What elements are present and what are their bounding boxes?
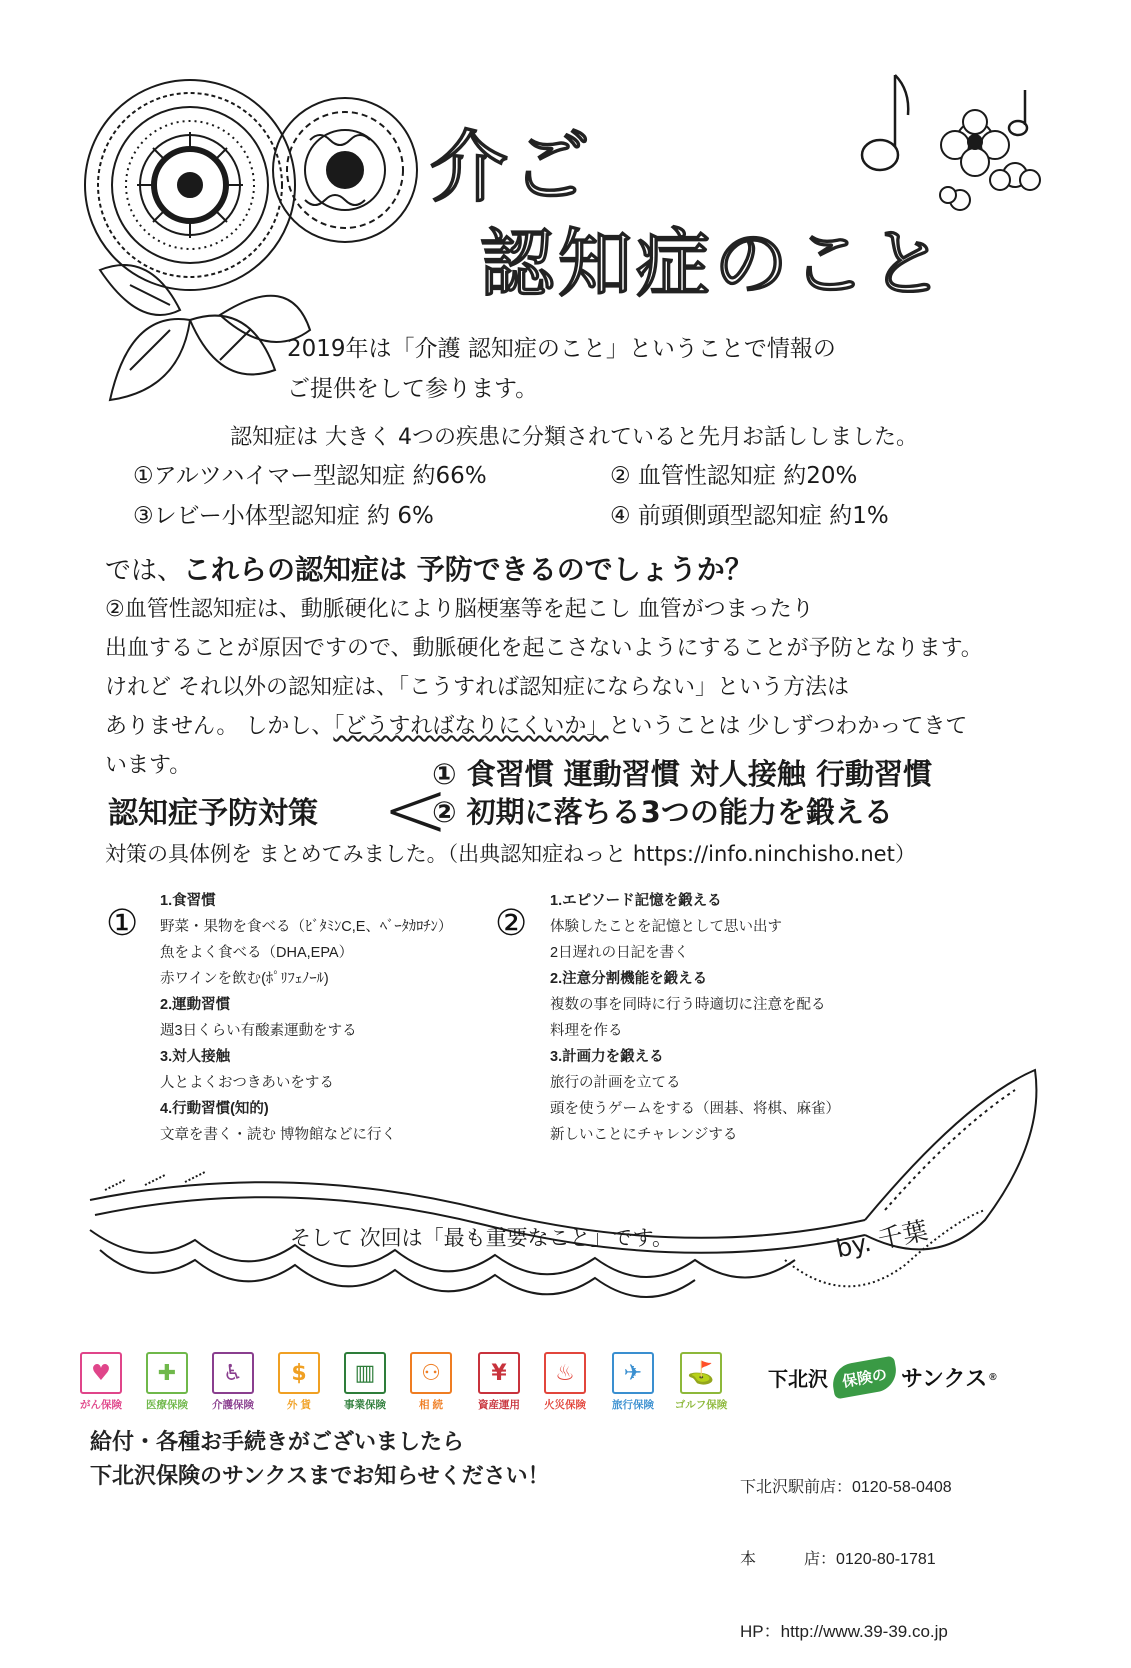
- service-label-golf: ゴルフ保険: [674, 1399, 728, 1411]
- building-icon: [344, 1352, 386, 1394]
- service-label-care: 介護保険: [212, 1399, 254, 1411]
- type-frontotemporal: ④ 前頭側頭型認知症 約1%: [610, 503, 889, 529]
- right-section-3-item-3: 新しいことにチャレンジする: [550, 1127, 738, 1143]
- left-section-1-item-1: 野菜・果物を食べる（ﾋﾞﾀﾐﾝC,E、ﾍﾞｰﾀｶﾛﾁﾝ）: [160, 919, 453, 935]
- logo-registered-mark: ®: [989, 1371, 997, 1383]
- airplane-icon: [612, 1352, 654, 1394]
- wheelchair-icon-glyph: ♿: [223, 1360, 243, 1386]
- left-section-4-item-1: 文章を書く・読む 博物館などに行く: [160, 1127, 397, 1143]
- dollar-icon-glyph: $: [291, 1360, 307, 1386]
- left-section-2-heading: 2.運動習慣: [160, 997, 231, 1013]
- yen-icon: [478, 1352, 520, 1394]
- body-line-1: ②血管性認知症は、動脈硬化により脳梗塞等を起こし 血管がつまったり: [105, 597, 814, 622]
- body-line-4-underlined: 「どうすればなりにくいか」: [333, 714, 609, 739]
- right-section-3-item-2: 頭を使うゲームをする（囲碁、将棋、麻雀）: [550, 1101, 840, 1117]
- right-section-2-heading: 2.注意分割機能を鍛える: [550, 971, 708, 987]
- body-line-4: [105, 707, 1055, 746]
- body-line-4b: ということは 少しずつわかってきて: [608, 714, 968, 739]
- body-line-3: けれど それ以外の認知症は、「こうすれば認知症にならない」という方法は: [105, 675, 849, 700]
- measure-2: ② 初期に落ちる3つの能力を鍛える: [432, 795, 893, 829]
- left-section-4-heading: 4.行動習慣(知的): [160, 1101, 269, 1117]
- intro-line-3: 認知症は 大きく 4つの疾患に分類されていると先月お話ししました。: [230, 425, 918, 450]
- left-section-2-item-1: 週3日くらい有酸素運動をする: [160, 1023, 357, 1039]
- type-alzheimer: ①アルツハイマー型認知症 約66%: [133, 463, 487, 489]
- family-icon: [410, 1352, 452, 1394]
- signature: by. 千葉: [833, 1215, 931, 1264]
- airplane-icon-glyph: ✈: [623, 1360, 643, 1386]
- heart-icon-glyph: ♥: [91, 1360, 111, 1386]
- left-column-number: ①: [106, 903, 139, 944]
- right-section-2-item-1: 複数の事を同時に行う時適切に注意を配る: [550, 997, 826, 1013]
- fire-icon-glyph: ♨: [555, 1360, 575, 1386]
- right-section-2-item-2: 料理を作る: [550, 1023, 623, 1039]
- contact-shop-1: 下北沢駅前店：0120-58-0408: [740, 1479, 952, 1496]
- body-line-2: 出血することが原因ですので、動脈硬化を起こさないようにすることが予防となります。: [105, 636, 983, 661]
- logo-prefix: 下北沢: [768, 1368, 828, 1391]
- question-lead: では、: [105, 556, 184, 586]
- question-bold: これらの認知症は 予防できるのでしょうか？: [183, 553, 753, 586]
- left-section-3-heading: 3.対人接触: [160, 1049, 231, 1065]
- footer-line-1: 給付・各種お手続きがございましたら: [90, 1429, 465, 1454]
- contact-website-link[interactable]: HP：http://www.39-39.co.jp: [740, 1622, 948, 1641]
- service-label-business: 事業保険: [344, 1399, 386, 1411]
- service-label-medical: 医療保険: [146, 1399, 188, 1411]
- contact-shop-2: 本 店：0120-80-1781: [740, 1551, 936, 1568]
- body-line-5: います。: [105, 753, 192, 778]
- wheelchair-icon: [212, 1352, 254, 1394]
- yen-icon-glyph: ¥: [491, 1360, 507, 1386]
- right-section-3-item-1: 旅行の計画を立てる: [550, 1075, 681, 1091]
- prevention-measures-label: 認知症予防対策: [108, 796, 318, 831]
- left-section-1-item-2: 魚をよく食べる（DHA,EPA）: [160, 945, 354, 961]
- service-label-inheritance: 相 続: [419, 1399, 443, 1411]
- building-icon-glyph: ▥: [354, 1360, 376, 1386]
- golf-icon: [680, 1352, 722, 1394]
- footer-message: [90, 1425, 550, 1493]
- measure-1: ① 食習慣 運動習慣 対人接触 行動習慣: [432, 757, 932, 791]
- closing-text: そして 次回は「最も重要なこと」です。: [290, 1226, 673, 1250]
- contact-info: [740, 1428, 952, 1668]
- source-line: 対策の具体例を まとめてみました。（出典認知症ねっと https://info.ninchisho.net）: [105, 842, 916, 866]
- service-label-cancer: がん保険: [80, 1399, 122, 1411]
- left-section-1-item-3: 赤ワインを飲む(ﾎﾟﾘﾌｪﾉｰﾙ): [160, 971, 329, 987]
- prevention-question: [105, 548, 753, 588]
- title-ninchisho: 認知症のこと: [480, 221, 948, 307]
- company-logo: [768, 1352, 997, 1402]
- intro-line-2: ご提供をして参ります。: [287, 376, 539, 402]
- type-lewy: ③レビー小体型認知症 約 6%: [133, 503, 434, 529]
- service-label-travel: 旅行保険: [612, 1399, 654, 1411]
- heart-icon: [80, 1352, 122, 1394]
- title-kaigo: 介ご: [430, 123, 595, 213]
- service-label-fire: 火災保険: [544, 1399, 586, 1411]
- family-icon-glyph: ⚇: [421, 1360, 441, 1386]
- medical-kit-icon: [146, 1352, 188, 1394]
- right-section-1-item-2: 2日遅れの日記を書く: [550, 945, 689, 961]
- fire-icon: [544, 1352, 586, 1394]
- medical-kit-icon-glyph: ✚: [157, 1360, 177, 1386]
- right-section-3-heading: 3.計画力を鍛える: [550, 1049, 664, 1065]
- right-section-1-item-1: 体験したことを記憶として思い出す: [550, 919, 782, 935]
- decorative-banner: [85, 1060, 1065, 1320]
- footer-line-2: 下北沢保険のサンクスまでお知らせください！: [90, 1463, 550, 1488]
- brace-glyph: <: [382, 763, 450, 856]
- golf-icon-glyph: ⛳: [687, 1360, 715, 1386]
- right-section-1-heading: 1.エピソード記憶を鍛える: [550, 893, 722, 909]
- logo-badge: 保険の: [830, 1355, 900, 1399]
- dollar-icon: [278, 1352, 320, 1394]
- service-label-foreign-currency: 外 貨: [287, 1399, 311, 1411]
- right-column-number: ②: [495, 903, 528, 944]
- left-section-1-heading: 1.食習慣: [160, 893, 216, 909]
- type-vascular: ② 血管性認知症 約20%: [610, 463, 858, 489]
- left-section-3-item-1: 人とよくおつきあいをする: [160, 1075, 334, 1091]
- service-label-asset: 資産運用: [478, 1399, 520, 1411]
- intro-line-1: 2019年は「介護 認知症のこと」ということで情報の: [287, 336, 836, 362]
- logo-name: サンクス: [901, 1365, 988, 1391]
- body-line-4a: ありません。 しかし、: [105, 714, 334, 739]
